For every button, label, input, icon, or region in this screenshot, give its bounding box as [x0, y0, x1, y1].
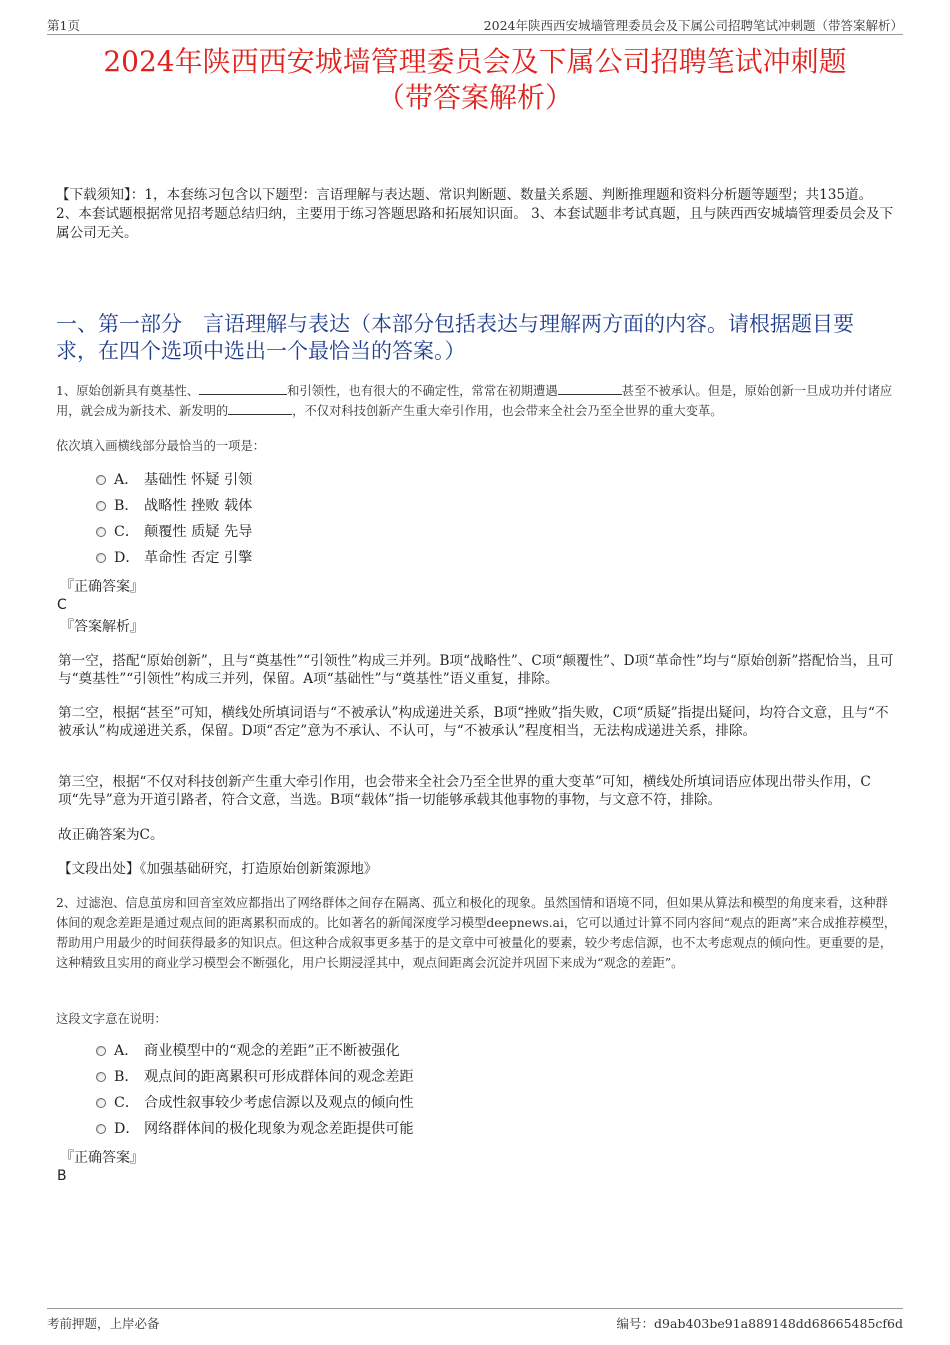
analysis-paragraph: 第三空，根据“不仅对科技创新产生重大牵引作用，也会带来全社会乃至全世界的重大变革”可知，横线处所填词语应体现出带头作用，C项“先导”意为开道引路者，符合文意，当选。B项“载体”指一切能够承载其他事物的事物，与文意不符，排除。 — [58, 774, 871, 808]
running-title: 2024年陕西西安城墙管理委员会及下属公司招聘笔试冲刺题（带答案解析） — [483, 18, 903, 33]
option-c[interactable] — [96, 519, 252, 545]
option-b[interactable] — [96, 493, 252, 519]
option-text: 合成性叙事较少考虑信源以及观点的倾向性 — [144, 1095, 414, 1111]
radio-icon[interactable] — [96, 501, 106, 511]
option-text: 观点间的距离累积可形成群体间的观念差距 — [144, 1069, 414, 1085]
stem-part-1: 1、原始创新具有奠基性、 — [56, 384, 200, 398]
option-text: 基础性 怀疑 引领 — [144, 472, 253, 488]
radio-icon[interactable] — [96, 1046, 106, 1056]
fill-blank-1 — [199, 382, 287, 395]
stem-part-2: 和引领性，也有很大的不确定性，常常在初期遭遇 — [287, 384, 558, 398]
footer-serial: 编号：d9ab403be91a889148dd68665485cf6d — [616, 1316, 903, 1331]
radio-icon[interactable] — [96, 1124, 106, 1134]
option-a[interactable] — [96, 1038, 414, 1064]
option-letter: D． — [114, 1121, 140, 1137]
stem-part-3: 甚至不被承认。但是，原始创新一旦成功并付诸应用，就会成为新技术、新发明的 — [56, 384, 893, 418]
option-letter: C． — [114, 524, 140, 540]
option-text: 商业模型中的“观念的差距”正不断被强化 — [144, 1043, 400, 1059]
page-number: 第1页 — [47, 18, 80, 33]
analysis-paragraph: 第一空，搭配“原始创新”，且与“奠基性”“引领性”构成三并列。B项“战略性”、C项“颠覆性”、D项“革命性”均与“原始创新”搭配恰当，且可与“奠基性”“引领性”构成三并列，保留。A项“基础性”与“奠基性”语义重复，排除。 — [58, 653, 894, 687]
title-line-2: （带答案解析） — [376, 81, 573, 114]
option-text: 革命性 否定 引擎 — [144, 550, 253, 566]
stem-part-4: ，不仅对科技创新产生重大牵引作用，也会带来全社会乃至全世界的重大变革。 — [292, 404, 723, 418]
option-letter: D． — [114, 550, 140, 566]
radio-icon[interactable] — [96, 527, 106, 537]
option-letter: B． — [114, 1069, 139, 1085]
option-c[interactable] — [96, 1090, 414, 1116]
analysis-conclusion: 故正确答案为C。 — [58, 827, 164, 843]
analysis-label: 『答案解析』 — [60, 619, 144, 635]
option-letter: C． — [114, 1095, 140, 1111]
question-1-prompt: 依次填入画横线部分最恰当的一项是： — [56, 439, 266, 453]
radio-icon[interactable] — [96, 553, 106, 563]
option-letter: A． — [114, 472, 139, 488]
correct-answer: B — [57, 1168, 67, 1184]
correct-answer-label: 『正确答案』 — [60, 1150, 144, 1166]
page-footer — [47, 1308, 903, 1331]
option-text: 颠覆性 质疑 先导 — [144, 524, 253, 540]
analysis-paragraph: 第二空，根据“甚至”可知，横线处所填词语与“不被承认”构成递进关系，B项“挫败”指失败，C项“质疑”指提出疑问，均符合文意，且与“不被承认”构成递进关系，保留。D项“否定”意为不承认、不认可，与“不被承认”程度相当，无法构成递进关系，排除。 — [58, 705, 889, 739]
option-letter: A． — [114, 1043, 139, 1059]
radio-icon[interactable] — [96, 1072, 106, 1082]
option-text: 网络群体间的极化现象为观念差距提供可能 — [144, 1121, 414, 1137]
title-line-1: 2024年陕西西安城墙管理委员会及下属公司招聘笔试冲刺题 — [103, 45, 847, 78]
option-b[interactable] — [96, 1064, 414, 1090]
radio-icon[interactable] — [96, 475, 106, 485]
correct-answer: C — [57, 597, 67, 613]
question-1-options — [96, 467, 252, 571]
fill-blank-2 — [558, 382, 622, 395]
correct-answer-label: 『正确答案』 — [60, 579, 144, 595]
download-notice: 【下载须知】：1，本套练习包含以下题型：言语理解与表达题、常识判断题、数量关系题、判断推理题和资料分析题等题型；共135道。 2、本套试题根据常见招考题总结归纳，主要用于练习答题思路和拓展知识面。 3、本套试题非考试真题，且与陕西西安城墙管理委员会及下属公司无关。 — [56, 187, 894, 241]
option-letter: B． — [114, 498, 139, 514]
question-1-stem — [56, 381, 898, 421]
question-2-prompt: 这段文字意在说明： — [56, 1012, 167, 1026]
document-title — [40, 44, 910, 116]
option-d[interactable] — [96, 1116, 414, 1142]
question-2-options — [96, 1038, 414, 1142]
footer-slogan: 考前押题，上岸必备 — [47, 1316, 160, 1331]
radio-icon[interactable] — [96, 1098, 106, 1108]
option-text: 战略性 挫败 载体 — [144, 498, 253, 514]
fill-blank-3 — [228, 402, 292, 415]
page-header — [47, 14, 903, 35]
source-citation: 【文段出处】《加强基础研究，打造原始创新策源地》 — [58, 861, 378, 877]
option-a[interactable] — [96, 467, 252, 493]
option-d[interactable] — [96, 545, 252, 571]
section-heading: 一、第一部分 言语理解与表达（本部分包括表达与理解两方面的内容。请根据题目要求，在四个选项中选出一个最恰当的答案。） — [56, 312, 854, 363]
question-2-stem: 2、过滤泡、信息茧房和回音室效应都指出了网络群体之间存在隔离、孤立和极化的现象。虽然国情和语境不同，但如果从算法和模型的角度来看，这种群体间的观念差距是通过观点间的距离累积而成的。比如著名的新闻深度学习模型deepnews.ai，它可以通过计算不同内容间“观点的距离”来合成推荐模型，帮助用户用最少的时间获得最多的知识点。但这种合成叙事更多基于的是文章中可被量化的要素，较少考虑信源，也不太考虑观点的倾向性。更重要的是，这种精致且实用的商业学习模型会不断强化，用户长期浸淫其中，观点间距离会沉淀并巩固下来成为“观念的差距”。 — [56, 896, 897, 970]
